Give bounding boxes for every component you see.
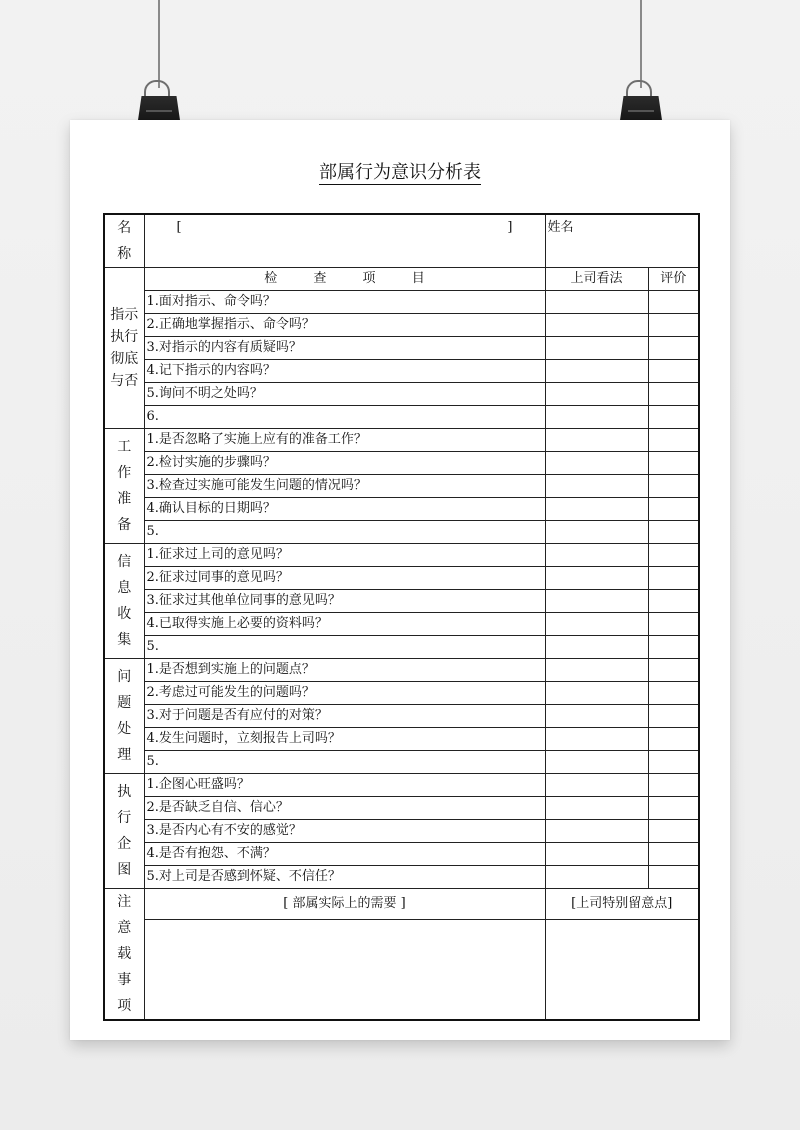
- check-item: 6.: [144, 406, 545, 429]
- category-label: 指示执行彻底与否: [110, 307, 139, 389]
- table-row: [104, 291, 699, 314]
- category-cell: [104, 774, 144, 889]
- table-row: [104, 659, 699, 682]
- rating-cell[interactable]: [648, 498, 699, 521]
- boss-view-cell[interactable]: [545, 774, 648, 797]
- rating-cell[interactable]: [648, 360, 699, 383]
- rating-cell[interactable]: [648, 705, 699, 728]
- table-row: [104, 383, 699, 406]
- table-row: [104, 337, 699, 360]
- rating-cell[interactable]: [648, 475, 699, 498]
- check-item: 2.是否缺乏自信、信心？: [144, 797, 545, 820]
- check-item: 4.记下指示的内容吗？: [144, 360, 545, 383]
- rating-cell[interactable]: [648, 429, 699, 452]
- hanging-wire-left: [158, 0, 160, 88]
- category-cell: [104, 659, 144, 774]
- rating-cell[interactable]: [648, 728, 699, 751]
- boss-view-cell[interactable]: [545, 682, 648, 705]
- person-name-cell[interactable]: [545, 214, 699, 268]
- rating-cell[interactable]: [648, 544, 699, 567]
- bracket-open: [: [176, 220, 182, 235]
- boss-view-cell[interactable]: [545, 590, 648, 613]
- check-item: 5.对上司是否感到怀疑、不信任？: [144, 866, 545, 889]
- boss-note-label: [上司特别留意点]: [545, 889, 699, 920]
- category-cell: [104, 268, 144, 429]
- notes-body-row: [104, 919, 699, 1020]
- table-row: [104, 590, 699, 613]
- rating-cell[interactable]: [648, 521, 699, 544]
- table-row: [104, 866, 699, 889]
- table-row: [104, 567, 699, 590]
- check-item: 4.确认目标的日期吗？: [144, 498, 545, 521]
- boss-view-cell[interactable]: [545, 751, 648, 774]
- rating-cell[interactable]: [648, 383, 699, 406]
- boss-view-cell[interactable]: [545, 567, 648, 590]
- rating-cell[interactable]: [648, 406, 699, 429]
- rating-cell[interactable]: [648, 843, 699, 866]
- table-row: [104, 797, 699, 820]
- table-row: [104, 705, 699, 728]
- notes-category-cell: [104, 889, 144, 1021]
- boss-view-cell[interactable]: [545, 728, 648, 751]
- boss-view-cell[interactable]: [545, 521, 648, 544]
- boss-view-cell[interactable]: [545, 544, 648, 567]
- table-row: [104, 314, 699, 337]
- boss-view-cell[interactable]: [545, 383, 648, 406]
- page-title: 部属行为意识分析表: [319, 162, 481, 183]
- check-item: 4.是否有抱怨、不满？: [144, 843, 545, 866]
- needs-label: [ 部属实际上的需要 ]: [144, 889, 545, 920]
- paper-sheet: [70, 120, 730, 1040]
- rating-cell[interactable]: [648, 337, 699, 360]
- boss-view-cell[interactable]: [545, 843, 648, 866]
- name-input-cell[interactable]: [144, 214, 545, 268]
- rating-cell[interactable]: [648, 590, 699, 613]
- check-item: 5.: [144, 751, 545, 774]
- table-row: [104, 843, 699, 866]
- boss-view-cell[interactable]: [545, 705, 648, 728]
- boss-view-cell[interactable]: [545, 797, 648, 820]
- table-row: [104, 406, 699, 429]
- check-item: 2.正确地掌握指示、命令吗？: [144, 314, 545, 337]
- hanging-wire-right: [640, 0, 642, 88]
- table-row: [104, 613, 699, 636]
- rating-cell[interactable]: [648, 452, 699, 475]
- rating-cell[interactable]: [648, 291, 699, 314]
- boss-view-cell[interactable]: [545, 659, 648, 682]
- table-row: [104, 774, 699, 797]
- boss-view-cell[interactable]: [545, 636, 648, 659]
- check-item: 3.是否内心有不安的感觉？: [144, 820, 545, 843]
- boss-view-cell[interactable]: [545, 475, 648, 498]
- table-row: [104, 429, 699, 452]
- rating-cell[interactable]: [648, 774, 699, 797]
- table-row: [104, 728, 699, 751]
- check-item: 2.考虑过可能发生的问题吗？: [144, 682, 545, 705]
- notes-header-row: [104, 889, 699, 920]
- boss-view-cell[interactable]: [545, 820, 648, 843]
- rating-header: 评价: [648, 268, 699, 291]
- rating-cell[interactable]: [648, 613, 699, 636]
- check-item: 2.检讨实施的步骤吗？: [144, 452, 545, 475]
- needs-text-area[interactable]: [144, 919, 545, 1020]
- boss-view-cell[interactable]: [545, 866, 648, 889]
- table-row: [104, 544, 699, 567]
- boss-view-cell[interactable]: [545, 498, 648, 521]
- category-label: 执行企图: [117, 784, 132, 878]
- category-label: 工作准备: [117, 439, 132, 533]
- check-items-header-label: 检 查 项 目: [264, 271, 441, 286]
- check-item: 1.是否想到实施上的问题点？: [144, 659, 545, 682]
- boss-view-cell[interactable]: [545, 613, 648, 636]
- check-item: 1.面对指示、命令吗？: [144, 291, 545, 314]
- boss-view-cell[interactable]: [545, 337, 648, 360]
- check-item: 3.检查过实施可能发生问题的情况吗？: [144, 475, 545, 498]
- boss-view-cell[interactable]: [545, 291, 648, 314]
- table-row: [104, 475, 699, 498]
- name-label-cell: 名称: [104, 214, 144, 268]
- header-row: [104, 214, 699, 268]
- column-header-row: [104, 268, 699, 291]
- boss-view-cell[interactable]: [545, 360, 648, 383]
- table-row: [104, 636, 699, 659]
- rating-cell[interactable]: [648, 682, 699, 705]
- bracket-close: ]: [507, 220, 513, 235]
- table-row: [104, 751, 699, 774]
- rating-cell[interactable]: [648, 751, 699, 774]
- table-row: [104, 820, 699, 843]
- category-label: 信息收集: [117, 554, 132, 648]
- category-cell: [104, 544, 144, 659]
- rating-cell[interactable]: [648, 567, 699, 590]
- check-item: 1.是否忽略了实施上应有的准备工作？: [144, 429, 545, 452]
- table-row: [104, 360, 699, 383]
- check-items-header: [144, 268, 545, 291]
- rating-cell[interactable]: [648, 820, 699, 843]
- person-label: 姓名: [547, 220, 574, 235]
- boss-note-text-area[interactable]: [545, 919, 699, 1020]
- check-item: 2.征求过同事的意见吗？: [144, 567, 545, 590]
- boss-view-cell[interactable]: [545, 452, 648, 475]
- rating-cell[interactable]: [648, 314, 699, 337]
- check-item: 3.对指示的内容有质疑吗？: [144, 337, 545, 360]
- table-row: [104, 452, 699, 475]
- check-item: 5.: [144, 636, 545, 659]
- check-item: 5.: [144, 521, 545, 544]
- check-item: 4.已取得实施上必要的资料吗？: [144, 613, 545, 636]
- category-label: 问题处理: [117, 669, 132, 763]
- check-item: 1.征求过上司的意见吗？: [144, 544, 545, 567]
- check-item: 3.征求过其他单位同事的意见吗？: [144, 590, 545, 613]
- boss-view-cell[interactable]: [545, 429, 648, 452]
- boss-view-cell[interactable]: [545, 406, 648, 429]
- boss-view-header: 上司看法: [545, 268, 648, 291]
- check-item: 3.对于问题是否有应付的对策？: [144, 705, 545, 728]
- rating-cell[interactable]: [648, 797, 699, 820]
- rating-cell[interactable]: [648, 866, 699, 889]
- table-row: [104, 521, 699, 544]
- category-cell: [104, 429, 144, 544]
- rating-cell[interactable]: [648, 659, 699, 682]
- notes-category-label: 注意载事项: [117, 894, 132, 1014]
- check-item: 1.企图心旺盛吗？: [144, 774, 545, 797]
- table-row: [104, 682, 699, 705]
- analysis-table: [103, 213, 700, 1021]
- table-row: [104, 498, 699, 521]
- check-item: 4.发生问题时，立刻报告上司吗？: [144, 728, 545, 751]
- boss-view-cell[interactable]: [545, 314, 648, 337]
- check-item: 5.询问不明之处吗？: [144, 383, 545, 406]
- rating-cell[interactable]: [648, 636, 699, 659]
